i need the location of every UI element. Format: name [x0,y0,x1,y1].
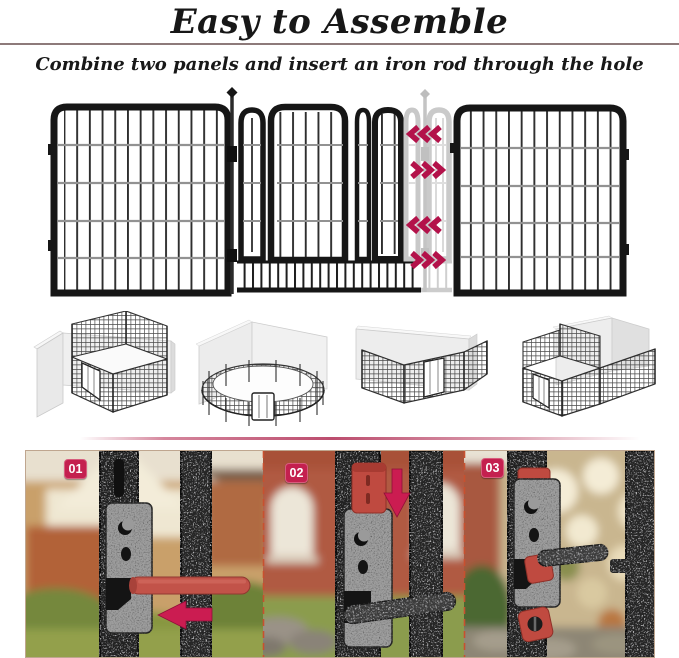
installation-steps-photo [25,450,655,658]
step-photo-1 [26,451,286,658]
step-photo-2 [246,451,474,658]
red-latch-part [352,463,386,513]
step-2-badge: 02 [285,463,308,483]
config-round-pen [196,320,327,426]
subtitle: Combine two panels and insert an iron rod through the hole [35,54,644,75]
latch-plate [106,503,152,633]
red-iron-rod [129,577,250,594]
step-photo-3 [452,451,655,658]
config-corner-rectangular-pen [34,311,175,417]
steps-photo-svg [26,451,655,658]
left-fence-panel [48,107,228,293]
page-title: Easy to Assemble [170,2,509,42]
right-fence-panel [450,108,629,293]
gate-panel-with-door [237,107,421,291]
step-3-badge: 03 [481,458,504,478]
pen-configurations-row [0,311,679,433]
latch-plate [514,479,560,607]
config-wall-rectangular-pen [356,326,487,403]
panel-assembly-diagram [0,85,679,300]
latch-plate [344,509,392,647]
title-divider [0,43,679,45]
red-lock-tab [517,606,554,643]
section-divider [80,437,640,440]
config-corner-square-pen [523,316,655,416]
fence-post [410,451,442,658]
step-1-badge: 01 [64,459,87,479]
